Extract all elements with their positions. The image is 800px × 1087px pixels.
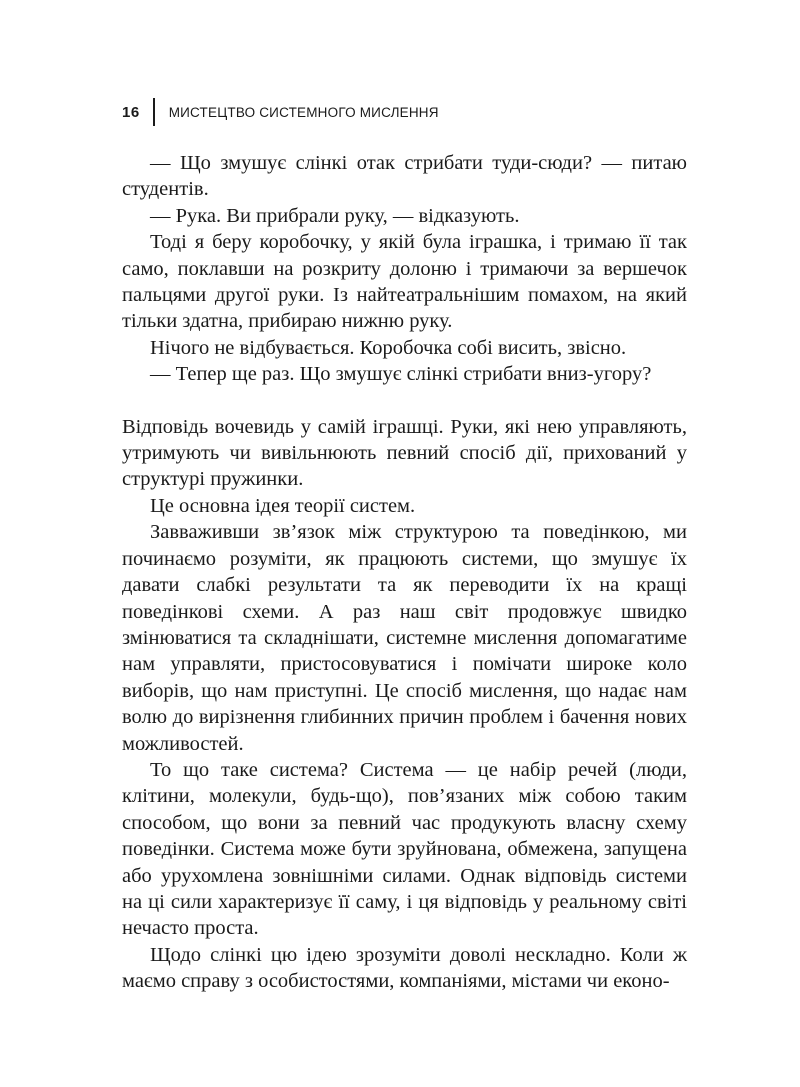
paragraph-7: Це основна ідея теорії систем. — [150, 494, 416, 517]
paragraph-8: Завваживши зв’язок між структурою та поведінкою, ми починаємо розуміти, як працюють системи, що змушує їх давати слабкі результати та як переводити їх на кращі поведінкові схеми. А раз наш світ продовжує швидко змінюватися та складнішати, системне мислення допомагатиме нам управляти, пристосовуватися і помічати широке коло виборів, що нам приступні. Це спосіб мислення, що надає нам волю до вирізнення глибинних причин проблем і бачення нових можливостей. — [122, 521, 687, 755]
paragraph-6: Відповідь вочевидь у самій іграшці. Руки, які нею управляють, утримують чи вивільнюють певний спосіб дії, прихований у структурі пружинки. — [122, 415, 687, 491]
running-header — [122, 98, 439, 126]
header-divider — [153, 98, 155, 126]
page-number: 16 — [122, 103, 140, 121]
section-break — [122, 388, 687, 414]
paragraph-10: Щодо слінкі цю ідею зрозуміти доволі нескладно. Коли ж маємо справу з особистостями, компаніями, містами чи еконо- — [122, 943, 687, 993]
paragraph-5: — Тепер ще раз. Що змушує слінкі стрибати вниз-угору? — [150, 363, 652, 386]
running-title: МИСТЕЦТВО СИСТЕМНОГО МИСЛЕННЯ — [168, 104, 439, 120]
paragraph-4: Нічого не відбувається. Коробочка собі висить, звісно. — [150, 336, 627, 359]
paragraph-2: — Рука. Ви прибрали руку, — відказують. — [150, 204, 520, 227]
paragraph-1: — Що змушує слінкі отак стрибати туди-сюди? — питаю студентів. — [122, 152, 687, 201]
paragraph-9: То що таке система? Система — це набір речей (люди, клітини, молекули, будь-що), пов’язаних між собою таким способом, що вони за певний час продукують власну схему поведінки. Система може бути зруйнована, обмежена, запущена або урухомлена зовнішніми силами. Однак відповідь системи на ці сили характеризує її саму, і ця відповідь у реальному світі нечасто проста. — [122, 758, 687, 940]
paragraph-3: Тоді я беру коробочку, у якій була іграшка, і тримаю її так само, поклавши на розкриту долоню і тримаючи за вершечок пальцями другої руки. Із найтеатральнішим помахом, на який тільки здатна, прибираю нижню руку. — [122, 231, 687, 333]
body-text — [122, 150, 687, 995]
